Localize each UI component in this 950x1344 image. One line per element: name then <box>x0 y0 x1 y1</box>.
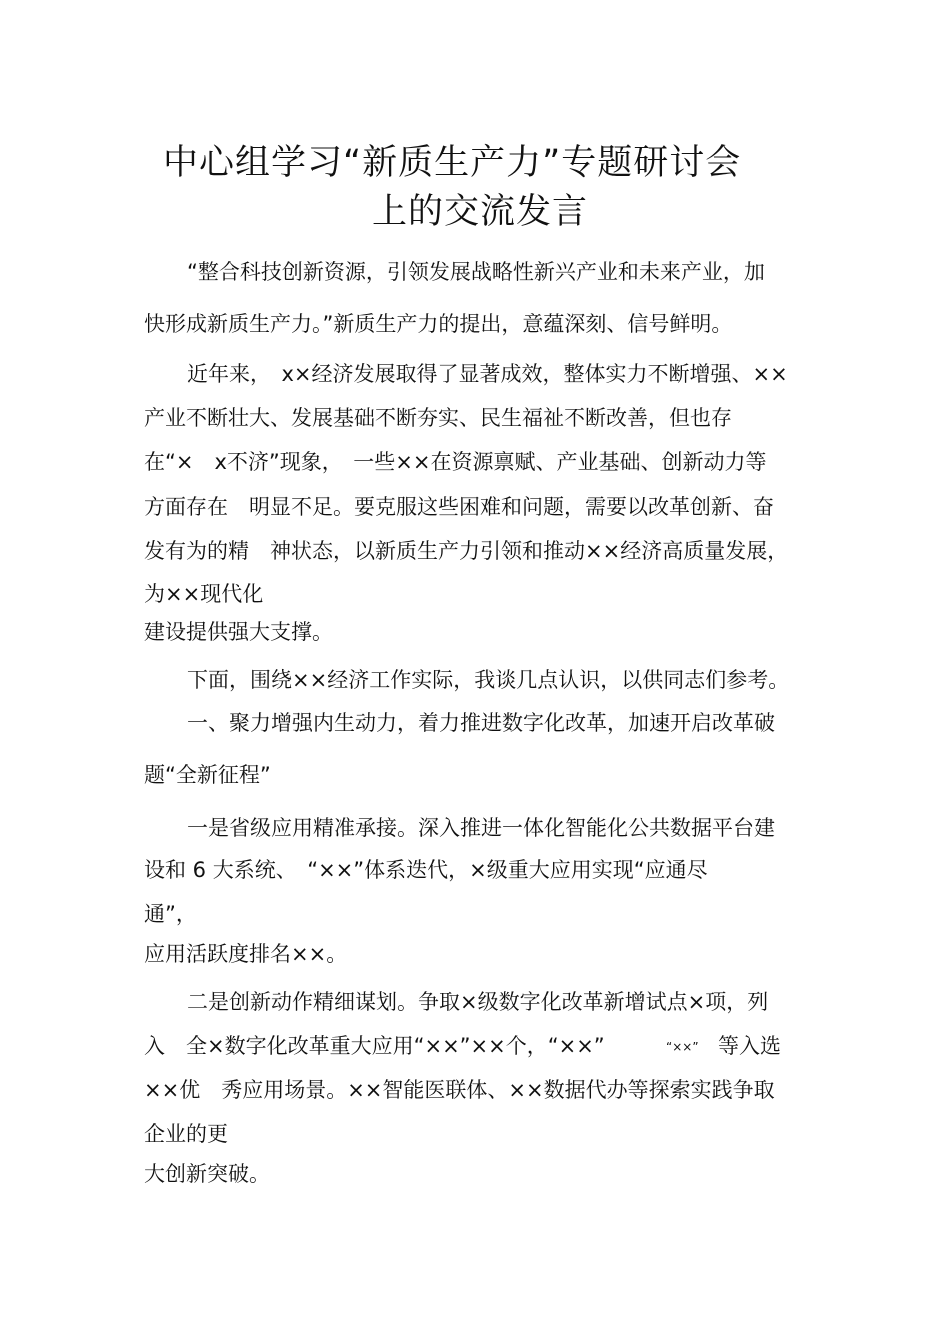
paragraph-line: 一是省级应用精准承接。深入推进一体化智能化公共数据平台建 <box>187 816 775 840</box>
paragraph-line: 产业不断壮大、发展基础不断夯实、民生福祉不断改善，但也存 <box>144 406 732 430</box>
paragraph-line: 设和 6 大系统、 “××”体系迭代，×级重大应用实现“应通尽 <box>144 858 708 882</box>
paragraph-inline-fragment: “××” <box>666 1040 699 1054</box>
paragraph-line: 二是创新动作精细谋划。争取×级数字化改革新增试点×项，列 <box>187 990 769 1014</box>
paragraph-line: 下面，围绕××经济工作实际，我谈几点认识，以供同志们参考。 <box>187 668 790 692</box>
paragraph-line: 快形成新质生产力。”新质生产力的提出，意蕴深刻、信号鲜明。 <box>144 312 733 336</box>
paragraph-line: 企业的更 <box>144 1122 228 1146</box>
paragraph-line: 为××现代化 <box>144 582 264 606</box>
paragraph-line: ××优 秀应用场景。××智能医联体、××数据代办等探索实践争取 <box>144 1078 775 1102</box>
paragraph-line: 通”， <box>144 902 197 926</box>
document-title-line-2: 上的交流发言 <box>372 192 589 232</box>
paragraph-line: 近年来， x×经济发展取得了显著成效，整体实力不断增强、×× <box>187 362 788 386</box>
paragraph-line: 大创新突破。 <box>144 1162 270 1186</box>
document-title-line-1: 中心组学习“新质生产力”专题研讨会 <box>163 143 742 183</box>
paragraph-line: 在“× x不济”现象， 一些××在资源禀赋、产业基础、创新动力等 <box>144 450 767 474</box>
paragraph-line: 应用活跃度排名××。 <box>144 942 348 966</box>
section-heading-line: 一、聚力增强内生动力，着力推进数字化改革，加速开启改革破 <box>187 711 775 735</box>
paragraph-line: 方面存在 明显不足。要克服这些困难和问题，需要以改革创新、奋 <box>144 495 774 519</box>
paragraph-line: 建设提供强大支撑。 <box>144 620 333 644</box>
section-heading-line: 题“全新征程” <box>144 763 271 787</box>
paragraph-line: 发有为的精 神状态，以新质生产力引领和推动××经济高质量发展， <box>144 539 789 563</box>
paragraph-line: “整合科技创新资源，引领发展战略性新兴产业和未来产业，加 <box>187 260 765 284</box>
paragraph-line: 入 全×数字化改革重大应用“××”××个，“××” <box>144 1034 605 1058</box>
paragraph-inline-fragment: 等入选 <box>718 1034 781 1058</box>
